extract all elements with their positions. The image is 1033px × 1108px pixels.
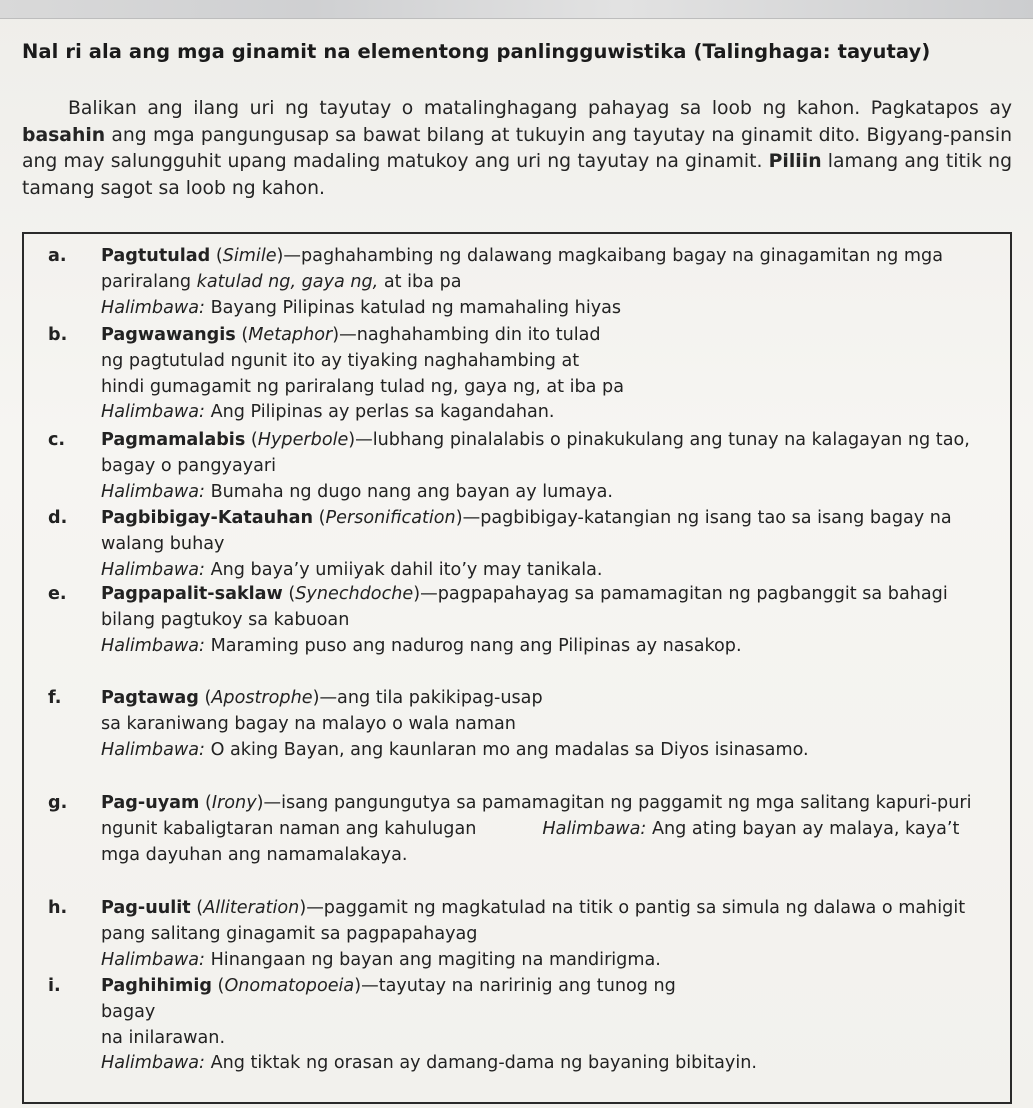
item-term: Pagwawangis bbox=[101, 325, 236, 345]
item-definition: —pagpapahayag sa pamamagitan ng pagbanggit sa bahagi bilang pagtukoy sa kabuoan bbox=[101, 584, 948, 630]
item-definition: sa karaniwang bagay na malayo o wala naman bbox=[101, 713, 516, 734]
item-definition: —paggamit ng magkatulad na titik o pantig sa simula ng dalawa o mahigit pang salitang ginagamit sa pagpapahayag bbox=[101, 898, 966, 944]
item-definition-italic: katulad ng, gaya ng, bbox=[196, 271, 379, 292]
item-letter: e. bbox=[48, 584, 67, 604]
intro-text: lamang ang titik ng tamang sagot sa loob ng kahon. bbox=[22, 151, 1012, 199]
item-letter: g. bbox=[48, 793, 68, 813]
list-item-c bbox=[24, 428, 1004, 505]
list-item-e bbox=[24, 582, 1004, 659]
item-body: Pagtutulad (Simile)—paghahambing ng dalawang magkaibang bagay na ginagamitan ng mga pariralang katulad ng, gaya ng, at iba pa Halimbawa: Bayang Pilipinas katulad ng mamahaling hiyas bbox=[101, 246, 944, 318]
example-text: Ang ating bayan ay malaya, kaya’t mga dayuhan ang namamalakaya. bbox=[101, 818, 960, 865]
example-text: Bayang Pilipinas katulad ng mamahaling hiyas bbox=[204, 297, 622, 318]
top-edge-strip bbox=[0, 0, 1033, 19]
intro-bold-piliin: Piliin bbox=[768, 151, 822, 172]
example-label: Halimbawa: bbox=[101, 402, 205, 423]
intro-text: Balikan ang ilang uri ng tayutay o matalinghagang pahayag sa loob ng kahon. Pagkatapos ay bbox=[68, 98, 1012, 119]
item-english-term: Synechdoche bbox=[295, 584, 414, 604]
example-label: Halimbawa: bbox=[101, 739, 205, 760]
item-english-term: Alliteration bbox=[203, 898, 300, 918]
list-item-i bbox=[24, 974, 1004, 1077]
example-text: Ang tiktak ng orasan ay damang-dama ng bayaning bibitayin. bbox=[204, 1053, 757, 1074]
item-letter: i. bbox=[48, 976, 61, 996]
item-definition: —lubhang pinalalabis o pinakukulang ang tunay na kalagayan ng tao, bagay o pangyayari bbox=[101, 430, 970, 476]
example-text: Ang Pilipinas ay perlas sa kagandahan. bbox=[204, 402, 555, 423]
item-body: Pagmamalabis (Hyperbole)—lubhang pinalalabis o pinakukulang ang tunay na kalagayan ng tao, bagay o pangyayari Halimbawa: Bumaha ng dugo nang ang bayan ay lumaya. bbox=[101, 430, 970, 502]
example-text: Bumaha ng dugo nang ang bayan ay lumaya. bbox=[204, 481, 613, 502]
item-term: Pagtutulad bbox=[101, 246, 211, 266]
item-definition: —pagbibigay-katangian ng isang tao sa isang bagay na walang buhay bbox=[101, 508, 952, 554]
item-english-term: Hyperbole bbox=[257, 430, 349, 450]
item-letter: a. bbox=[48, 246, 67, 266]
item-english-term: Irony bbox=[211, 793, 257, 813]
item-english-term: Apostrophe bbox=[211, 688, 313, 708]
list-item-b bbox=[24, 323, 1004, 426]
item-letter: c. bbox=[48, 430, 66, 450]
example-text: Maraming puso ang nadurog nang ang Pilipinas ay nasakop. bbox=[204, 635, 742, 656]
item-letter: h. bbox=[48, 898, 68, 918]
item-body: Pag-uulit (Alliteration)—paggamit ng magkatulad na titik o pantig sa simula ng dalawa o mahigit pang salitang ginagamit sa pagpapahayag Halimbawa: Hinangaan ng bayan ang magiting na mandirigma. bbox=[101, 898, 966, 970]
item-body: Pag-uyam (Irony)—isang pangungutya sa pamamagitan ng paggamit ng mga salitang kapuri-puri ngunit kabaligtaran naman ang kahulugan Halimbawa: Ang ating bayan ay malaya, kaya’t mga dayuhan ang namamalakaya. bbox=[101, 793, 972, 865]
item-term: Pagpapalit-saklaw bbox=[101, 584, 283, 604]
item-term: Pagbibigay-Katauhan bbox=[101, 508, 314, 528]
item-letter: d. bbox=[48, 508, 68, 528]
list-item-d bbox=[24, 506, 1004, 583]
intro-bold-basahin: basahin bbox=[22, 124, 106, 146]
example-label: Halimbawa: bbox=[101, 1053, 205, 1074]
example-text: Ang baya’y umiiyak dahil ito’y may tanikala. bbox=[204, 559, 603, 580]
list-item-a bbox=[24, 244, 1004, 321]
example-text: O aking Bayan, ang kaunlaran mo ang madalas sa Diyos isinasamo. bbox=[204, 739, 809, 760]
item-definition: at iba pa bbox=[378, 271, 462, 292]
item-english-term: Simile bbox=[222, 246, 277, 266]
item-definition: —tayutay na naririnig ang tunog ng bbox=[361, 976, 676, 996]
example-text: Hinangaan ng bayan ang magiting na mandirigma. bbox=[204, 949, 661, 970]
item-english-term: Personification bbox=[325, 508, 456, 528]
item-letter: b. bbox=[48, 325, 68, 345]
item-body: Pagwawangis (Metaphor)—naghahambing din ito tulad ng pagtutulad ngunit ito ay tiyaking naghahambing at hindi gumagamit ng pariralang tulad ng, gaya ng, at iba pa Halimbawa: Ang Pilipinas ay perlas sa kagandahan. bbox=[101, 325, 624, 423]
item-letter: f. bbox=[48, 688, 62, 708]
item-definition: —paghahambing ng dalawang magkaibang bagay na ginagamitan ng mga pariralang bbox=[101, 246, 944, 292]
item-english-term: Metaphor bbox=[248, 325, 333, 345]
item-definition: —naghahambing din ito tulad bbox=[339, 325, 601, 345]
list-item-h bbox=[24, 896, 1004, 973]
example-label: Halimbawa: bbox=[101, 559, 205, 580]
item-term: Pagtawag bbox=[101, 688, 199, 708]
item-term: Pagmamalabis bbox=[101, 430, 246, 450]
example-label: Halimbawa: bbox=[101, 481, 205, 502]
item-definition: —ang tila pakikipag-usap bbox=[319, 688, 543, 708]
intro-text: ang mga pangungusap sa bawat bilang at tukuyin ang tayutay na ginamit dito. Bigyang-pansin ang may salungguhit upang madaling matukoy ang uri ng tayutay na ginamit. bbox=[22, 124, 1012, 172]
list-item-g bbox=[24, 791, 1004, 868]
item-definition: —isang pangungutya sa pamamagitan ng paggamit ng mga salitang kapuri-puri ngunit kabaligtaran naman ang kahulugan bbox=[101, 793, 972, 839]
item-body: Paghihimig (Onomatopoeia)—tayutay na naririnig ang tunog ng bagay na inilarawan. Halimbawa: Ang tiktak ng orasan ay damang-dama ng bayaning bibitayin. bbox=[101, 976, 757, 1074]
intro-paragraph bbox=[22, 96, 1012, 202]
list-item-f bbox=[24, 686, 1004, 763]
example-label: Halimbawa: bbox=[101, 297, 205, 318]
item-body: Pagtawag (Apostrophe)—ang tila pakikipag-usap sa karaniwang bagay na malayo o wala naman Halimbawa: O aking Bayan, ang kaunlaran mo ang madalas sa Diyos isinasamo. bbox=[101, 688, 809, 760]
item-definition: ng pagtutulad ngunit ito ay tiyaking naghahambing at bbox=[101, 350, 580, 371]
example-label: Halimbawa: bbox=[101, 635, 205, 656]
item-term: Paghihimig bbox=[101, 976, 212, 996]
item-term: Pag-uyam bbox=[101, 793, 200, 813]
example-label: Halimbawa: bbox=[542, 818, 647, 839]
item-definition: hindi gumagamit ng pariralang tulad ng, gaya ng, at iba pa bbox=[101, 376, 624, 397]
item-definition: bagay bbox=[101, 1001, 156, 1022]
item-english-term: Onomatopoeia bbox=[224, 976, 355, 996]
item-term: Pag-uulit bbox=[101, 898, 191, 918]
example-label: Halimbawa: bbox=[101, 949, 205, 970]
item-definition: na inilarawan. bbox=[101, 1027, 226, 1048]
item-body: Pagpapalit-saklaw (Synechdoche)—pagpapahayag sa pamamagitan ng pagbanggit sa bahagi bilang pagtukoy sa kabuoan Halimbawa: Maraming puso ang nadurog nang ang Pilipinas ay nasakop. bbox=[101, 584, 948, 656]
item-body: Pagbibigay-Katauhan (Personification)—pagbibigay-katangian ng isang tao sa isang bagay na walang buhay Halimbawa: Ang baya’y umiiyak dahil ito’y may tanikala. bbox=[101, 508, 952, 580]
section-heading: Nal ri ala ang mga ginamit na elementong panlingguwistika (Talinghaga: tayutay) bbox=[22, 40, 931, 63]
tayutay-box bbox=[22, 232, 1012, 1104]
